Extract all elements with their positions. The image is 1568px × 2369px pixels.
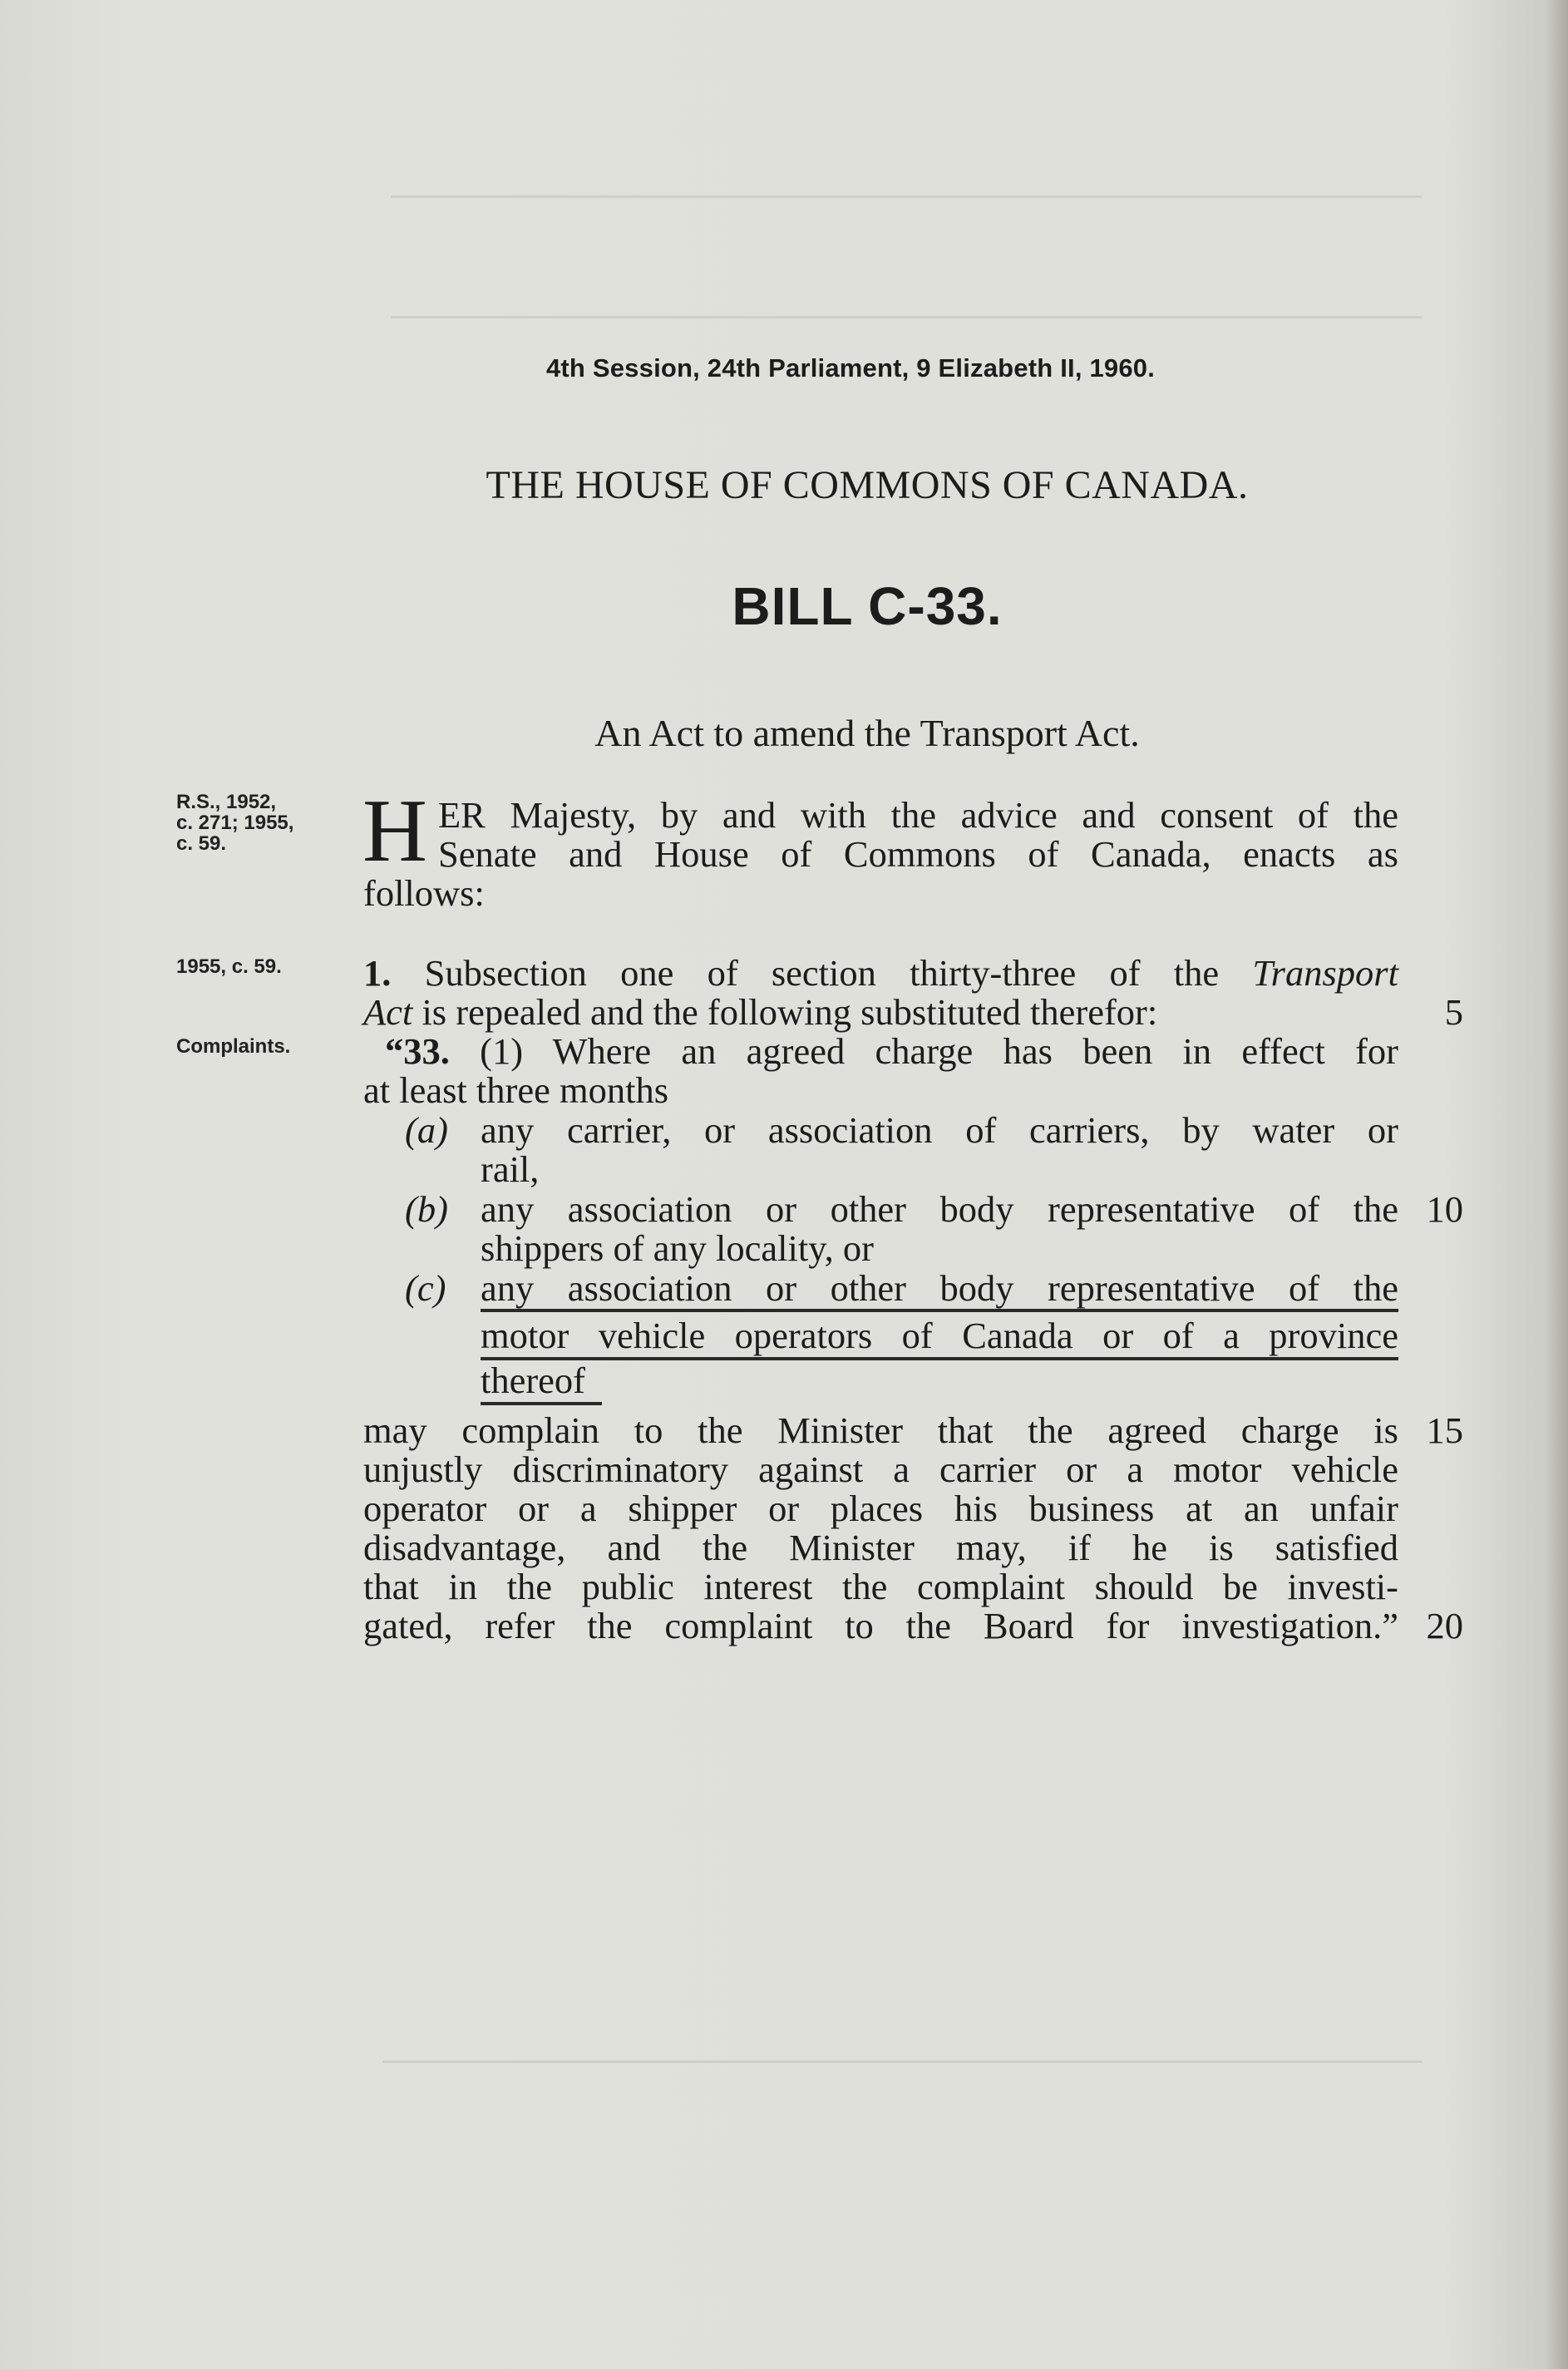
section-number: 1. <box>363 952 392 994</box>
act-title: An Act to amend the Transport Act. <box>594 712 1140 754</box>
section1-line-1 <box>363 953 1398 993</box>
bill-number: BILL C-33. <box>732 576 1003 636</box>
section1-line-3 <box>385 1031 1398 1071</box>
section1-line-1-text: Subsection one of section thirty-three of the <box>424 952 1220 994</box>
margin-note-rs-line2: c. 271; 1955, <box>176 812 294 834</box>
underline-c-line-3 <box>481 1402 602 1405</box>
margin-note-rs-line3: c. 59. <box>176 832 227 855</box>
line-number-5: 5 <box>1444 991 1463 1033</box>
margin-note-statute-ref <box>176 792 334 854</box>
margin-note-amend-ref: 1955, c. 59. <box>176 955 282 978</box>
item-a-line-1: any carrier, or association of carriers, by water or <box>481 1109 1398 1151</box>
closing-line-2: unjustly discriminatory against a carrier or a motor vehicle <box>363 1449 1398 1490</box>
closing-line-5: that in the public interest the complaint should be investi- <box>363 1566 1398 1607</box>
margin-note-complaints: Complaints. <box>176 1035 291 1058</box>
closing-line-1: may complain to the Minister that the agreed charge is <box>363 1409 1398 1451</box>
item-b-label: (b) <box>405 1188 448 1230</box>
item-c-line-3: thereof <box>481 1360 586 1401</box>
quoted-section-number: “33. <box>385 1030 450 1072</box>
enacting-dropcap: H <box>362 782 427 881</box>
line-number-15: 15 <box>1426 1409 1463 1451</box>
item-b-line-1: any association or other body representative of the <box>481 1188 1398 1230</box>
section1-line-4: at least three months <box>363 1069 669 1111</box>
transport-italic: Transport <box>1252 952 1398 994</box>
item-a-line-2: rail, <box>481 1148 540 1190</box>
enacting-line-1: ER Majesty, by and with the advice and consent of the <box>438 794 1398 836</box>
section1-line-2-text: is repealed and the following substituted therefor: <box>422 991 1158 1033</box>
show-through-rule-top <box>391 195 1422 198</box>
enacting-line-3: follows: <box>363 872 485 914</box>
closing-line-4: disadvantage, and the Minister may, if he is satisfied <box>363 1527 1398 1568</box>
item-a-label: (a) <box>405 1109 448 1151</box>
item-b-line-2: shippers of any locality, or <box>481 1227 874 1269</box>
section1-line-2 <box>363 992 1398 1032</box>
item-c-line-2: motor vehicle operators of Canada or of a province <box>481 1315 1398 1356</box>
closing-line-6: gated, refer the complaint to the Board for investigation.” <box>363 1605 1398 1646</box>
line-number-20: 20 <box>1426 1605 1463 1646</box>
enacting-line-2: Senate and House of Commons of Canada, enacts as <box>438 833 1398 875</box>
closing-line-3: operator or a shipper or places his business at an unfair <box>363 1488 1398 1529</box>
act-italic: Act <box>363 991 413 1033</box>
section1-line-3-text: (1) Where an agreed charge has been in effect for <box>480 1030 1399 1072</box>
show-through-rule-bottom <box>382 2061 1422 2063</box>
house-title: THE HOUSE OF COMMONS OF CANADA. <box>486 463 1249 507</box>
show-through-rule-second <box>391 316 1422 318</box>
item-c-label: (c) <box>405 1267 446 1309</box>
underline-c-line-1 <box>481 1309 1398 1312</box>
margin-note-rs-line1: R.S., 1952, <box>176 791 277 813</box>
line-number-10: 10 <box>1426 1188 1463 1230</box>
item-c-line-1: any association or other body representative of the <box>481 1267 1398 1309</box>
session-line: 4th Session, 24th Parliament, 9 Elizabeth II, 1960. <box>545 353 1156 382</box>
